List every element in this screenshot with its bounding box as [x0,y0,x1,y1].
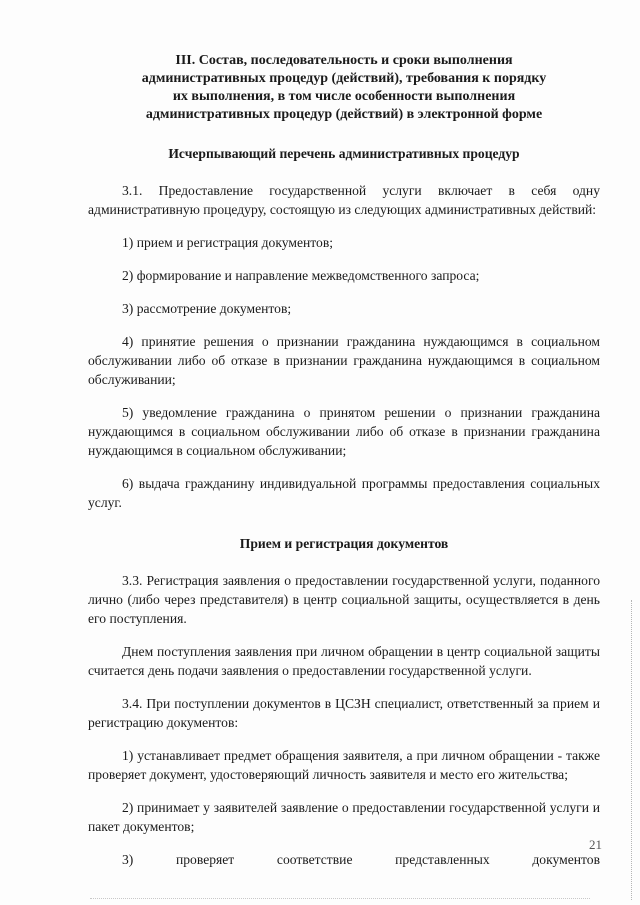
subheading-reception: Прием и регистрация документов [239,536,449,551]
partial-line-word: документов [532,852,600,867]
partial-line-word: 3) [122,852,134,867]
list-item-6: 6) выдача гражданину индивидуальной программы предоставления социальных услуг. [88,476,600,510]
paragraph-3-4: 3.4. При поступлении документов в ЦСЗН специалист, ответственный за прием и регистрацию документов: [88,696,600,730]
paragraph-receipt-day: Днем поступления заявления при личном обращении в центр социальной защиты считается день подачи заявления о предоставлении государственной услуги. [88,644,600,678]
page-number: 21 [589,837,602,852]
paragraph-3-1: 3.1. Предоставление государственной услуги включает в себя одну административную процедуру, состоящую из следующих административных действий: [88,183,600,217]
scan-bottom-mark [90,898,590,900]
list-item-1: 1) прием и регистрация документов; [122,235,334,250]
paragraph-3-3: 3.3. Регистрация заявления о предоставлении государственной услуги, поданного лично (либо через представителя) в центр социальной защиты, осуществляется в день его поступления. [88,573,600,626]
subheading-procedures: Исчерпывающий перечень административных процедур [168,146,520,161]
document-body [88,52,600,869]
heading-line: III. Состав, последовательность и сроки выполнения [175,53,513,68]
heading-line: административных процедур (действий) в электронной форме [145,107,543,122]
section-heading [88,52,600,124]
list-item-2: 2) формирование и направление межведомственного запроса; [122,268,480,283]
partial-line-word: соответствие [276,852,353,867]
partial-line [88,850,600,869]
list-item-3-4-1: 1) устанавливает предмет обращения заявителя, а при личном обращении - также проверяет документ, удостоверяющий личность заявителя и место его жительства; [88,748,600,782]
partial-line-word: проверяет [175,852,235,867]
heading-line: административных процедур (действий), требования к порядку [141,71,547,86]
list-item-3-4-2: 2) принимает у заявителей заявление о предоставлении государственной услуги и пакет документов; [88,800,600,834]
heading-line: их выполнения, в том числе особенности выполнения [172,89,516,104]
scan-edge-mark [629,600,632,900]
list-item-5: 5) уведомление гражданина о принятом решении о признании гражданина нуждающимся в социальном обслуживании либо об отказе в признании гражданина нуждающимся в социальном обслуживании; [88,405,600,458]
list-item-3: 3) рассмотрение документов; [122,301,292,316]
partial-line-word: представленных [395,852,490,867]
list-item-4: 4) принятие решения о признании гражданина нуждающимся в социальном обслуживании либо об отказе в признании гражданина нуждающимся в социальном обслуживании; [88,334,600,387]
